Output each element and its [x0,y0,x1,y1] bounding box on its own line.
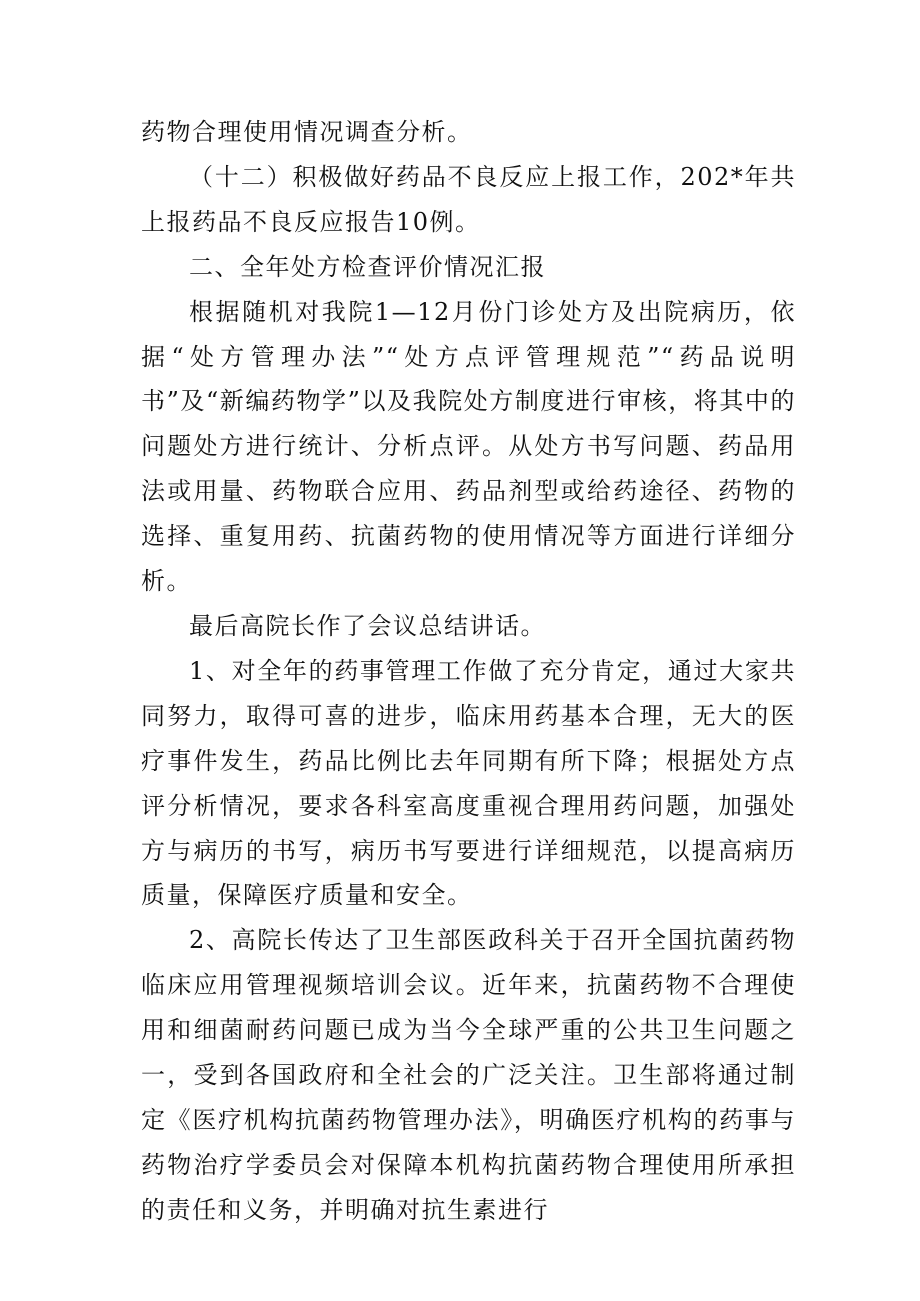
paragraph-adverse-reaction: （十二）积极做好药品不良反应上报工作，202*年共上报药品不良反应报告10例。 [141,162,796,236]
paragraph-continuation: 药物合理使用情况调查分析。 [141,118,473,146]
paragraph-item-1: 1、对全年的药事管理工作做了充分肯定，通过大家共同努力，取得可喜的进步，临床用药基本合理，无大的医疗事件发生，药品比例比去年同期有所下降；根据处方点评分析情况，要求各科室高度重视合理用药问题，加强处方与病历的书写，病历书写要进行详细规范，以提高病历质量，保障医疗质量和安全。 [141,656,796,910]
section-heading-prescription-review: 二、全年处方检查评价情况汇报 [189,252,546,281]
document-body [141,110,796,1233]
paragraph-summary-intro: 最后高院长作了会议总结讲话。 [189,611,546,640]
paragraph-item-2: 2、高院长传达了卫生部医政科关于召开全国抗菌药物临床应用管理视频培训会议。近年来，抗菌药物不合理使用和细菌耐药问题已成为当今全球严重的公共卫生问题之一，受到各国政府和全社会的广泛关注。卫生部将通过制定《医疗机构抗菌药物管理办法》，明确医疗机构的药事与药物治疗学委员会对保障本机构抗菌药物合理使用所承担的责任和义务，并明确对抗生素进行 [141,926,796,1224]
paragraph-prescription-review: 根据随机对我院1—12月份门诊处方及出院病历，依据“处方管理办法”“处方点评管理规范”“药品说明书”及“新编药物学”以及我院处方制度进行审核，将其中的问题处方进行统计、分析点评。从处方书写问题、药品用法或用量、药物联合应用、药品剂型或给药途径、药物的选择、重复用药、抗菌药物的使用情况等方面进行详细分析。 [141,297,796,596]
